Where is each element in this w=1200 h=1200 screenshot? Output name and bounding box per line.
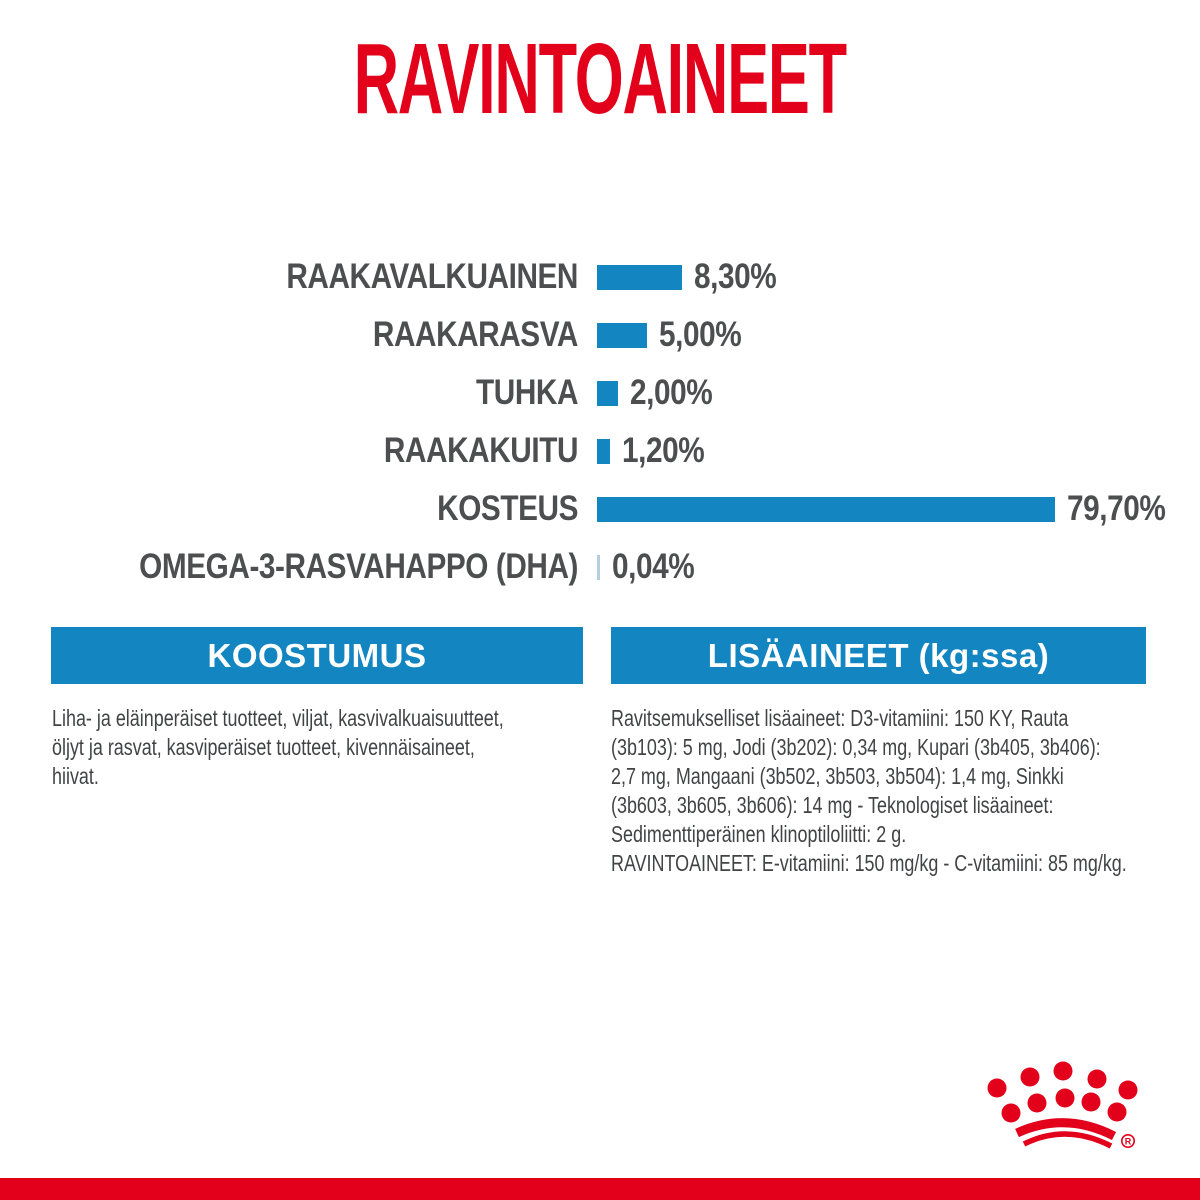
additives-header-banner xyxy=(611,627,1146,684)
page-title: RAVINTOAINEET xyxy=(353,23,847,135)
chart-row xyxy=(0,306,1200,364)
text-line: 2,7 mg, Mangaani (3b502, 3b503, 3b504): 1,4 mg, Sinkki xyxy=(611,763,1064,789)
chart-bar xyxy=(597,381,618,406)
text-line: hiivat. xyxy=(52,763,99,789)
chart-value-label: 79,70% xyxy=(1067,489,1166,528)
text-line: Sedimenttiperäinen klinoptiloliitti: 2 g. xyxy=(611,821,907,847)
text-line: Ravitsemukselliset lisäaineet: D3-vitamiini: 150 KY, Rauta xyxy=(611,705,1069,731)
additives-header-label: LISÄAINEET (kg:ssa) xyxy=(707,636,1050,674)
chart-bar xyxy=(597,265,682,290)
page-title-wrap xyxy=(0,22,1200,137)
chart-category-label: TUHKA xyxy=(476,373,578,412)
chart-category-label: RAAKARASVA xyxy=(372,315,578,354)
chart-row xyxy=(0,248,1200,306)
royal-canin-crown-icon xyxy=(985,1048,1165,1160)
text-line: (3b103): 5 mg, Jodi (3b202): 0,34 mg, Kupari (3b405, 3b406): xyxy=(611,734,1101,760)
chart-bar xyxy=(597,555,600,580)
text-line: RAVINTOAINEET: E-vitamiini: 150 mg/kg - C-vitamiini: 85 mg/kg. xyxy=(611,850,1127,876)
chart-row xyxy=(0,480,1200,538)
chart-category-label: OMEGA-3-RASVAHAPPO (DHA) xyxy=(139,547,578,586)
chart-value-label: 0,04% xyxy=(612,547,695,586)
chart-category-label: KOSTEUS xyxy=(437,489,578,528)
bar-chart xyxy=(0,248,1200,596)
chart-row xyxy=(0,538,1200,596)
text-line: (3b603, 3b605, 3b606): 14 mg - Teknologiset lisäaineet: xyxy=(611,792,1054,818)
composition-text xyxy=(52,704,631,791)
chart-value-label: 1,20% xyxy=(622,431,705,470)
chart-value-label: 2,00% xyxy=(630,373,713,412)
chart-value-label: 8,30% xyxy=(694,257,777,296)
footer-red-strip xyxy=(0,1178,1200,1200)
chart-category-label: RAAKAKUITU xyxy=(383,431,578,470)
chart-bar xyxy=(597,497,1055,522)
chart-row xyxy=(0,364,1200,422)
text-line: öljyt ja rasvat, kasviperäiset tuotteet, kivennäisaineet, xyxy=(52,734,475,760)
chart-value-label: 5,00% xyxy=(659,315,742,354)
chart-bar xyxy=(597,439,610,464)
composition-header-banner xyxy=(51,627,583,684)
chart-bar xyxy=(597,323,647,348)
chart-category-label: RAAKAVALKUAINEN xyxy=(286,257,578,296)
text-line: Liha- ja eläinperäiset tuotteet, viljat, kasvivalkuaisuutteet, xyxy=(52,705,504,731)
chart-row xyxy=(0,422,1200,480)
additives-text xyxy=(611,704,1200,878)
trademark-letter: R xyxy=(1124,1136,1132,1147)
registered-trademark-icon xyxy=(1122,1135,1134,1147)
composition-header-label: KOOSTUMUS xyxy=(207,636,427,674)
